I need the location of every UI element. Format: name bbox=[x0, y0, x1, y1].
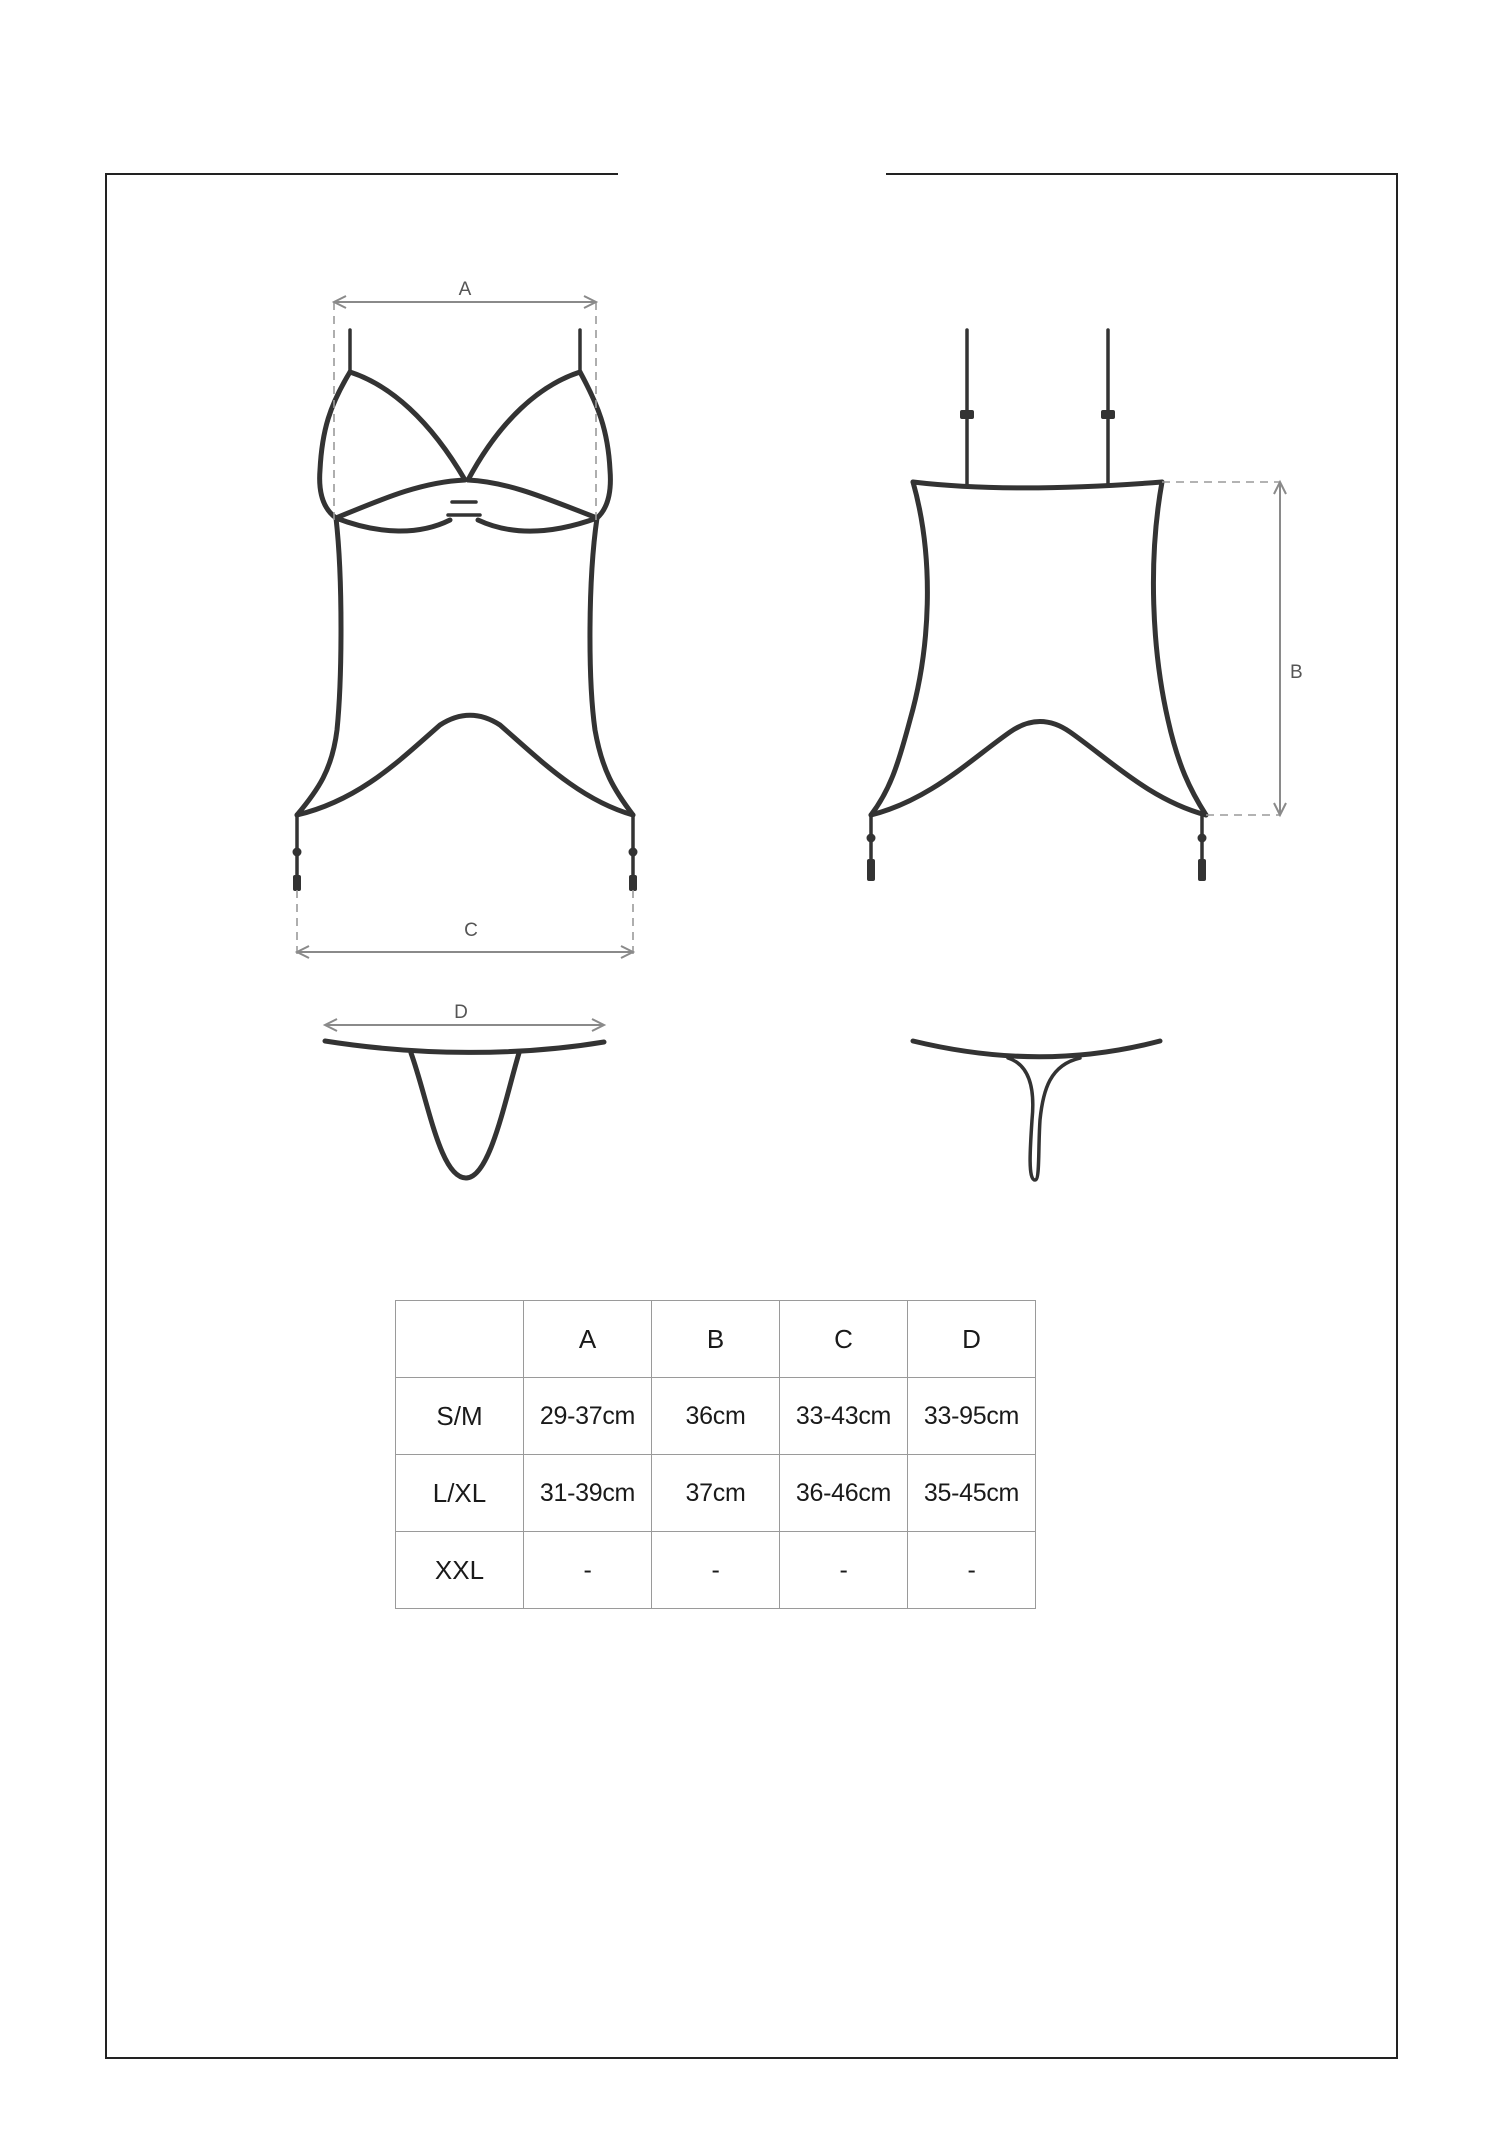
dimension-b-label: B bbox=[1290, 662, 1303, 683]
table-cell: - bbox=[652, 1532, 780, 1609]
table-cell: - bbox=[908, 1532, 1036, 1609]
table-cell: 31-39cm bbox=[524, 1455, 652, 1532]
garter-clips-back bbox=[868, 815, 1206, 880]
table-cell: 37cm bbox=[652, 1455, 780, 1532]
chemise-back bbox=[871, 330, 1206, 815]
header-b: B bbox=[652, 1301, 780, 1378]
dimension-c bbox=[297, 890, 633, 958]
table-cell: - bbox=[780, 1532, 908, 1609]
table-row bbox=[396, 1532, 1036, 1609]
table-row bbox=[396, 1378, 1036, 1455]
header-corner bbox=[396, 1301, 524, 1378]
dimension-a-label: A bbox=[458, 279, 472, 300]
header-c: C bbox=[780, 1301, 908, 1378]
table-cell: 33-95cm bbox=[908, 1378, 1036, 1455]
size-table bbox=[395, 1300, 1036, 1609]
garter-clips-front bbox=[294, 815, 637, 890]
header-d: D bbox=[908, 1301, 1036, 1378]
table-row bbox=[396, 1455, 1036, 1532]
page-frame bbox=[106, 174, 1397, 2058]
header-a: A bbox=[524, 1301, 652, 1378]
dimension-d-label: D bbox=[454, 1002, 468, 1023]
thong-back bbox=[913, 1041, 1160, 1180]
table-cell: 29-37cm bbox=[524, 1378, 652, 1455]
size-label: L/XL bbox=[396, 1455, 524, 1532]
table-cell: 35-45cm bbox=[908, 1455, 1036, 1532]
table-cell: 33-43cm bbox=[780, 1378, 908, 1455]
size-label: S/M bbox=[396, 1378, 524, 1455]
table-cell: - bbox=[524, 1532, 652, 1609]
table-cell: 36cm bbox=[652, 1378, 780, 1455]
dimension-c-label: C bbox=[464, 920, 478, 941]
dimension-d bbox=[325, 1002, 604, 1031]
table-cell: 36-46cm bbox=[780, 1455, 908, 1532]
size-table-header bbox=[396, 1301, 1036, 1378]
thong-front bbox=[325, 1041, 604, 1178]
chemise-front bbox=[297, 330, 633, 815]
size-label: XXL bbox=[396, 1532, 524, 1609]
dimension-a bbox=[334, 279, 596, 520]
